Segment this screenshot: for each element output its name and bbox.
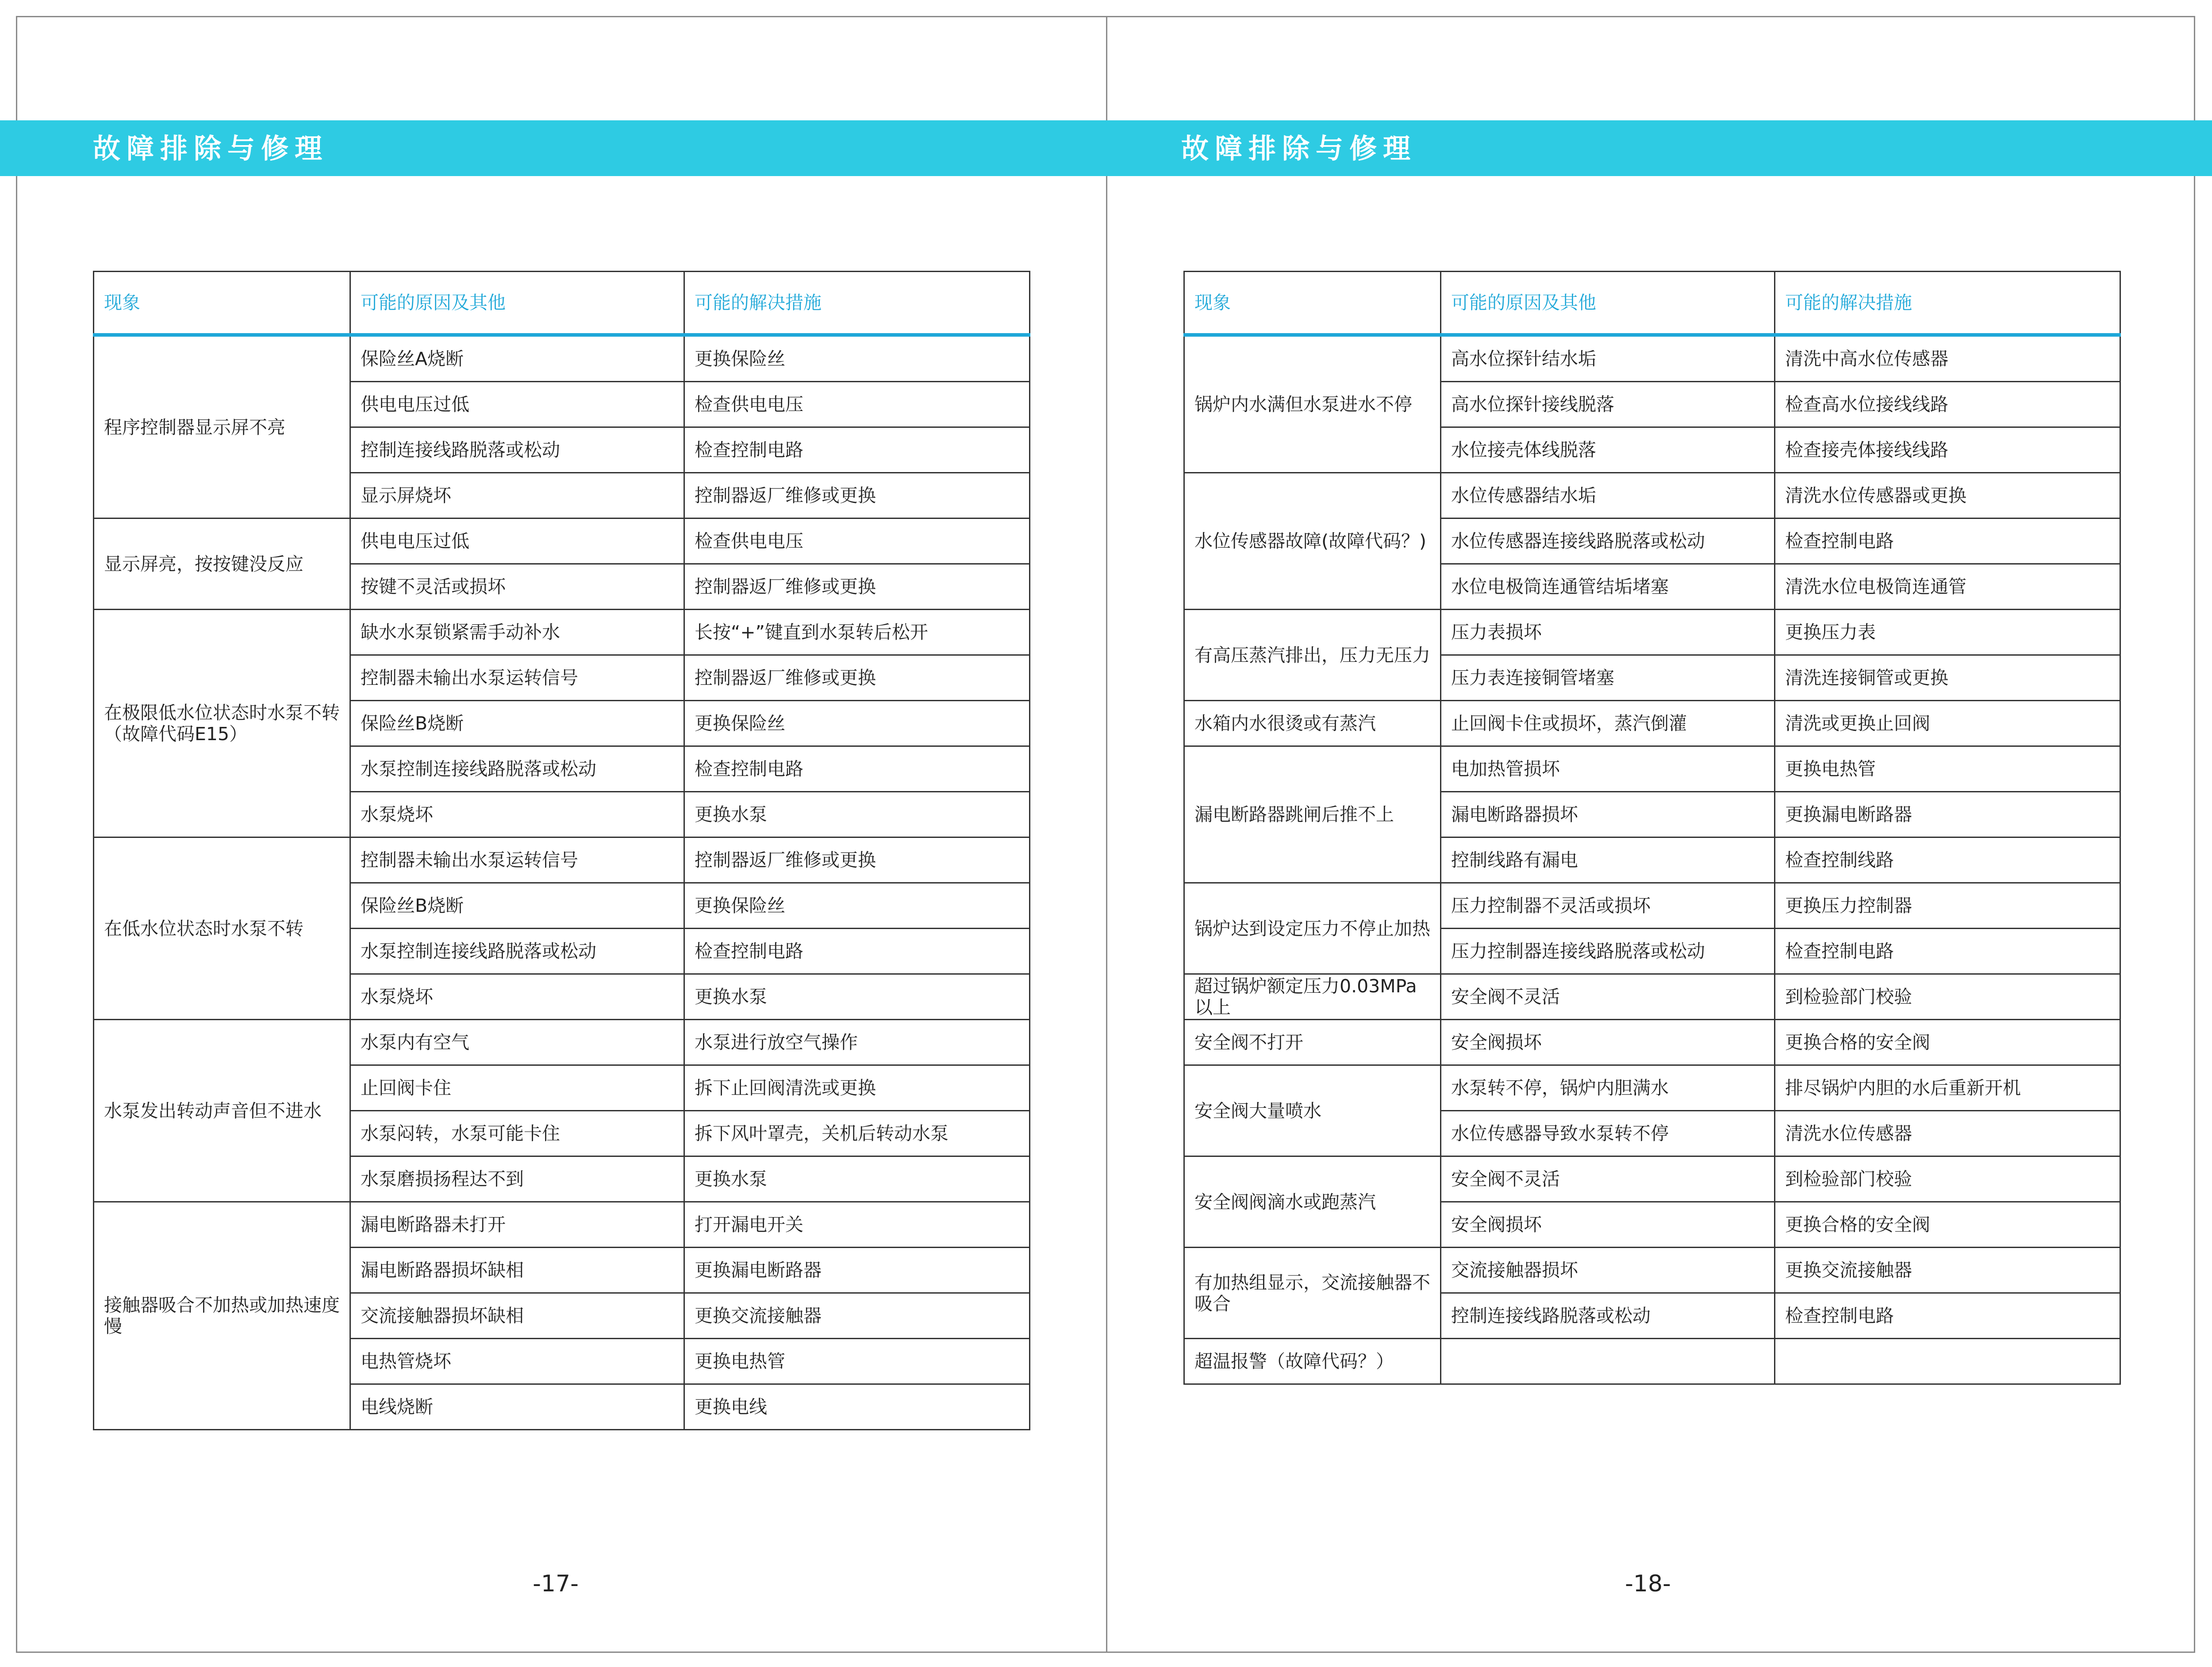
cause-cell: 压力控制器不灵活或损坏 (1441, 883, 1775, 929)
table-row (1184, 883, 2120, 929)
solution-cell: 清洗水位电极筒连通管 (1775, 564, 2120, 610)
right-troubleshooting-table (1183, 271, 2121, 1385)
symptom-cell: 锅炉达到设定压力不停止加热 (1184, 883, 1441, 974)
cause-cell: 控制连接线路脱落或松动 (1441, 1293, 1775, 1339)
symptom-cell: 程序控制器显示屏不亮 (94, 335, 350, 519)
solution-cell: 检查控制电路 (1775, 1293, 2120, 1339)
left-table-header-row (94, 272, 1030, 335)
cause-cell: 压力控制器连接线路脱落或松动 (1441, 929, 1775, 974)
solution-cell: 清洗连接铜管或更换 (1775, 655, 2120, 701)
cause-cell: 安全阀损坏 (1441, 1020, 1775, 1065)
cause-cell: 控制器未输出水泵运转信号 (350, 655, 684, 701)
solution-cell: 水泵进行放空气操作 (684, 1020, 1030, 1065)
cause-cell: 交流接触器损坏 (1441, 1248, 1775, 1293)
solution-cell: 更换电热管 (1775, 746, 2120, 792)
cause-cell: 水泵控制连接线路脱落或松动 (350, 929, 684, 974)
cause-cell: 供电电压过低 (350, 382, 684, 427)
solution-cell: 检查高水位接线线路 (1775, 382, 2120, 427)
solution-cell: 更换交流接触器 (1775, 1248, 2120, 1293)
cause-cell: 水泵烧坏 (350, 792, 684, 837)
cause-cell: 止回阀卡住或损坏，蒸汽倒灌 (1441, 701, 1775, 746)
solution-cell: 更换交流接触器 (684, 1293, 1030, 1339)
solution-cell: 控制器返厂维修或更换 (684, 837, 1030, 883)
cause-cell: 漏电断路器损坏缺相 (350, 1248, 684, 1293)
column-header-solution: 可能的解决措施 (684, 272, 1030, 335)
solution-cell: 到检验部门校验 (1775, 974, 2120, 1020)
cause-cell: 显示屏烧坏 (350, 473, 684, 519)
table-row (1184, 1065, 2120, 1111)
cause-cell: 水泵内有空气 (350, 1020, 684, 1065)
solution-cell: 清洗或更换止回阀 (1775, 701, 2120, 746)
solution-cell: 检查控制电路 (684, 929, 1030, 974)
solution-cell: 检查控制线路 (1775, 837, 2120, 883)
symptom-cell: 水泵发出转动声音但不进水 (94, 1020, 350, 1202)
symptom-cell: 在极限低水位状态时水泵不转（故障代码E15） (94, 610, 350, 837)
table-row (1184, 473, 2120, 519)
cause-cell: 供电电压过低 (350, 519, 684, 564)
symptom-cell: 水箱内水很烫或有蒸汽 (1184, 701, 1441, 746)
cause-cell: 漏电断路器未打开 (350, 1202, 684, 1248)
symptom-cell: 漏电断路器跳闸后推不上 (1184, 746, 1441, 883)
solution-cell: 控制器返厂维修或更换 (684, 473, 1030, 519)
cause-cell: 控制连接线路脱落或松动 (350, 427, 684, 473)
column-header-symptom: 现象 (94, 272, 350, 335)
solution-cell: 检查控制电路 (684, 427, 1030, 473)
left-header-title: 故障排除与修理 (93, 132, 329, 165)
table-row (94, 610, 1030, 655)
cause-cell: 止回阀卡住 (350, 1065, 684, 1111)
cause-cell: 保险丝B烧断 (350, 701, 684, 746)
cause-cell: 电线烧断 (350, 1384, 684, 1430)
table-row (94, 335, 1030, 382)
cause-cell: 控制线路有漏电 (1441, 837, 1775, 883)
solution-cell: 拆下风叶罩壳，关机后转动水泵 (684, 1111, 1030, 1156)
table-row (1184, 1248, 2120, 1293)
table-row (1184, 701, 2120, 746)
solution-cell: 更换电热管 (684, 1339, 1030, 1384)
cause-cell: 按键不灵活或损坏 (350, 564, 684, 610)
table-row (94, 1020, 1030, 1065)
cause-cell: 水泵闷转，水泵可能卡住 (350, 1111, 684, 1156)
column-header-cause: 可能的原因及其他 (1441, 272, 1775, 335)
column-header-solution: 可能的解决措施 (1775, 272, 2120, 335)
solution-cell: 更换水泵 (684, 792, 1030, 837)
solution-cell: 检查接壳体接线线路 (1775, 427, 2120, 473)
solution-cell: 更换水泵 (684, 1156, 1030, 1202)
cause-cell: 保险丝B烧断 (350, 883, 684, 929)
cause-cell: 水位传感器结水垢 (1441, 473, 1775, 519)
table-row (1184, 1020, 2120, 1065)
cause-cell: 水位接壳体线脱落 (1441, 427, 1775, 473)
cause-cell (1441, 1339, 1775, 1384)
solution-cell: 打开漏电开关 (684, 1202, 1030, 1248)
symptom-cell: 锅炉内水满但水泵进水不停 (1184, 335, 1441, 473)
solution-cell: 更换保险丝 (684, 883, 1030, 929)
right-table-header-row (1184, 272, 2120, 335)
left-table-body (94, 335, 1030, 1430)
right-header-title: 故障排除与修理 (1181, 132, 1417, 165)
table-row (94, 837, 1030, 883)
solution-cell: 更换合格的安全阀 (1775, 1202, 2120, 1248)
cause-cell: 水位电极筒连通管结垢堵塞 (1441, 564, 1775, 610)
table-row (1184, 1339, 2120, 1384)
solution-cell: 检查控制电路 (1775, 929, 2120, 974)
table-row (1184, 610, 2120, 655)
solution-cell: 更换水泵 (684, 974, 1030, 1020)
solution-cell: 检查控制电路 (684, 746, 1030, 792)
symptom-cell: 有高压蒸汽排出，压力无压力 (1184, 610, 1441, 701)
table-row (1184, 974, 2120, 1020)
solution-cell: 拆下止回阀清洗或更换 (684, 1065, 1030, 1111)
symptom-cell: 超过锅炉额定压力0.03MPa以上 (1184, 974, 1441, 1020)
cause-cell: 安全阀不灵活 (1441, 1156, 1775, 1202)
cause-cell: 交流接触器损坏缺相 (350, 1293, 684, 1339)
cause-cell: 水位传感器导致水泵转不停 (1441, 1111, 1775, 1156)
cause-cell: 压力表连接铜管堵塞 (1441, 655, 1775, 701)
table-row (1184, 335, 2120, 382)
solution-cell: 检查供电电压 (684, 382, 1030, 427)
cause-cell: 水泵烧坏 (350, 974, 684, 1020)
solution-cell: 控制器返厂维修或更换 (684, 655, 1030, 701)
symptom-cell: 安全阀大量喷水 (1184, 1065, 1441, 1156)
symptom-cell: 水位传感器故障(故障代码？) (1184, 473, 1441, 610)
cause-cell: 安全阀不灵活 (1441, 974, 1775, 1020)
table-row (1184, 746, 2120, 792)
solution-cell: 更换保险丝 (684, 335, 1030, 382)
table-row (1184, 1156, 2120, 1202)
solution-cell: 更换漏电断路器 (1775, 792, 2120, 837)
right-page-number: -18- (1625, 1571, 1671, 1597)
cause-cell: 压力表损坏 (1441, 610, 1775, 655)
solution-cell: 清洗水位传感器或更换 (1775, 473, 2120, 519)
solution-cell: 清洗中高水位传感器 (1775, 335, 2120, 382)
solution-cell: 到检验部门校验 (1775, 1156, 2120, 1202)
symptom-cell: 在低水位状态时水泵不转 (94, 837, 350, 1020)
solution-cell: 控制器返厂维修或更换 (684, 564, 1030, 610)
solution-cell: 更换保险丝 (684, 701, 1030, 746)
cause-cell: 缺水水泵锁紧需手动补水 (350, 610, 684, 655)
solution-cell (1775, 1339, 2120, 1384)
cause-cell: 高水位探针接线脱落 (1441, 382, 1775, 427)
solution-cell: 更换合格的安全阀 (1775, 1020, 2120, 1065)
symptom-cell: 安全阀不打开 (1184, 1020, 1441, 1065)
cause-cell: 漏电断路器损坏 (1441, 792, 1775, 837)
solution-cell: 更换压力控制器 (1775, 883, 2120, 929)
solution-cell: 更换电线 (684, 1384, 1030, 1430)
column-header-cause: 可能的原因及其他 (350, 272, 684, 335)
symptom-cell: 超温报警（故障代码？） (1184, 1339, 1441, 1384)
symptom-cell: 安全阀阀滴水或跑蒸汽 (1184, 1156, 1441, 1248)
symptom-cell: 接触器吸合不加热或加热速度慢 (94, 1202, 350, 1430)
right-table-body (1184, 335, 2120, 1384)
cause-cell: 安全阀损坏 (1441, 1202, 1775, 1248)
cause-cell: 水泵转不停，锅炉内胆满水 (1441, 1065, 1775, 1111)
solution-cell: 检查供电电压 (684, 519, 1030, 564)
solution-cell: 长按“+”键直到水泵转后松开 (684, 610, 1030, 655)
solution-cell: 更换压力表 (1775, 610, 2120, 655)
symptom-cell: 有加热组显示，交流接触器不吸合 (1184, 1248, 1441, 1339)
left-troubleshooting-table (93, 271, 1030, 1430)
solution-cell: 排尽锅炉内胆的水后重新开机 (1775, 1065, 2120, 1111)
table-row (94, 519, 1030, 564)
cause-cell: 水泵控制连接线路脱落或松动 (350, 746, 684, 792)
cause-cell: 保险丝A烧断 (350, 335, 684, 382)
solution-cell: 清洗水位传感器 (1775, 1111, 2120, 1156)
column-header-symptom: 现象 (1184, 272, 1441, 335)
cause-cell: 电加热管损坏 (1441, 746, 1775, 792)
table-row (94, 1202, 1030, 1248)
page-fold-line (1106, 16, 1107, 1653)
left-page-number: -17- (533, 1571, 579, 1597)
solution-cell: 检查控制电路 (1775, 519, 2120, 564)
cause-cell: 水泵磨损扬程达不到 (350, 1156, 684, 1202)
solution-cell: 更换漏电断路器 (684, 1248, 1030, 1293)
cause-cell: 高水位探针结水垢 (1441, 335, 1775, 382)
cause-cell: 控制器未输出水泵运转信号 (350, 837, 684, 883)
header-band (0, 120, 2212, 176)
cause-cell: 水位传感器连接线路脱落或松动 (1441, 519, 1775, 564)
symptom-cell: 显示屏亮，按按键没反应 (94, 519, 350, 610)
cause-cell: 电热管烧坏 (350, 1339, 684, 1384)
